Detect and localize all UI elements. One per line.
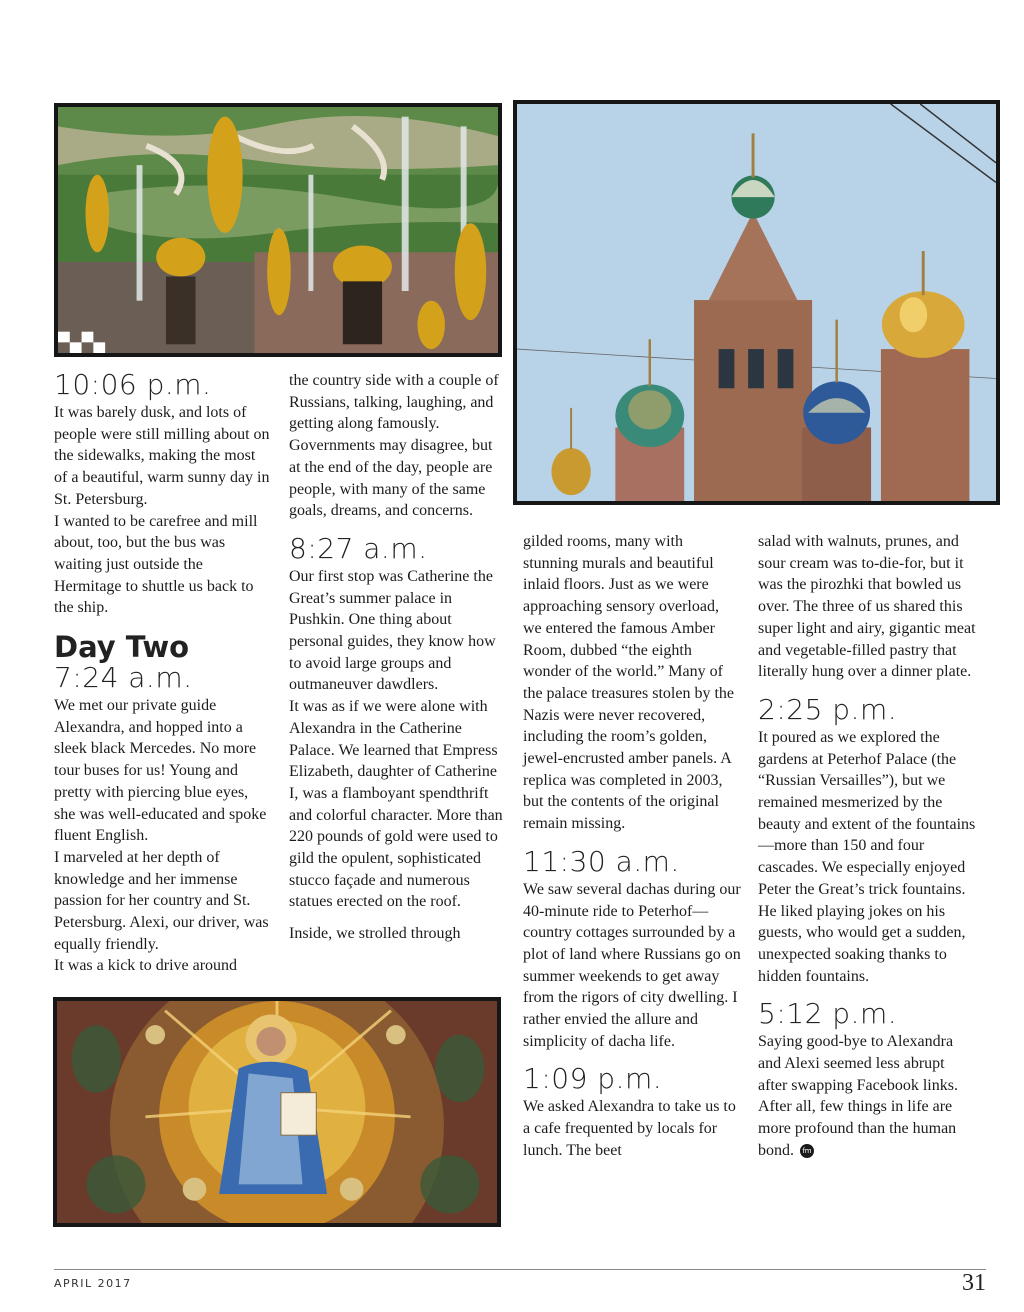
- paragraph: gilded rooms, many with stunning murals and beautiful inlaid floors. Just as we were approaching sensory overload, we entered the famous Amber Room, dubbed “the eighth wonder of the world.” Many of the palace treasures stolen by the Nazis were never recovered, including the room’s golden, jewel-encrusted amber panels. A replica was completed in 2003, but the contents of the original remain missing.: [523, 533, 735, 833]
- column-3: [523, 531, 741, 1162]
- page-number: 31: [962, 1270, 986, 1296]
- paragraph: the country side with a couple of Russians, talking, laughing, and getting along famously. Governments may disagree, but at the end of the day, people are people, with many of the same goals, dreams, and concerns.: [289, 372, 499, 520]
- paragraph: salad with walnuts, prunes, and sour cream was to-die-for, but it was the pirozhki that bowled us over. The three of us shared this super light and airy, gigantic meat and vegetable-filled pastry that literally hung over a dinner plate.: [758, 533, 976, 681]
- time-heading: 10:06 p.m.: [54, 368, 212, 401]
- column-1: [54, 370, 272, 977]
- paragraph: We met our private guide Alexandra, and hopped into a sleek black Mercedes. No more tour buses for us! Young and pretty with piercing blue eyes, she was well-educated and spoke fluent English.: [54, 697, 267, 845]
- time-heading: 1:09 p.m.: [523, 1062, 663, 1096]
- footer-rule: [54, 1269, 986, 1270]
- day-heading: Day Two: [54, 630, 190, 665]
- paragraph: It was a kick to drive around: [54, 957, 238, 975]
- time-heading: 11:30 a.m.: [523, 844, 680, 878]
- paragraph: I wanted to be carefree and mill about, too, but the bus was waiting just outside the Hermitage to shuttle us back to the ship.: [54, 512, 258, 617]
- paragraph: Our first stop was Catherine the Great’s summer palace in Pushkin. One thing about personal guides, they know how to avoid large groups and outmaneuver dawdlers.: [289, 567, 496, 694]
- issue-date: APRIL 2017: [54, 1277, 132, 1290]
- paragraph-text: Saying good-bye to Alexandra and Alexi seemed less abrupt after swapping Facebook links. After all, few things in life are more profound than the human bond.: [758, 1033, 958, 1159]
- time-heading: 2:25 p.m.: [758, 692, 898, 726]
- paragraph: It poured as we explored the gardens at Peterhof Palace (the “Russian Versailles”), but we remained mesmerized by the beauty and extent of the fountains—more than 150 and four cascades. We especially enjoyed Peter the Great’s trick fountains. He liked playing jokes on his guests, who would get a sudden, unexpected soaking thanks to hidden fountains.: [758, 728, 976, 985]
- time-heading: 7:24 a.m.: [54, 661, 193, 695]
- column-4: [758, 531, 976, 1162]
- paragraph: It was barely dusk, and lots of people were still milling about on the sidewalks, making the most of a beautiful, warm sunny day in St. Petersburg.: [54, 404, 270, 508]
- time-heading: 5:12 p.m.: [758, 997, 898, 1031]
- paragraph: I marveled at her depth of knowledge and her immense passion for her country and St. Petersburg. Alexi, our driver, was equally friendly.: [54, 848, 269, 953]
- paragraph: Inside, we strolled through: [289, 925, 461, 943]
- end-mark-icon: fm: [800, 1144, 814, 1158]
- paragraph: We asked Alexandra to take us to a cafe frequented by locals for lunch. The beet: [523, 1098, 736, 1159]
- peterhof-fountains-photo: [54, 103, 502, 357]
- paragraph: It was as if we were alone with Alexandra in the Catherine Palace. We learned that Empress Elizabeth, daughter of Catherine I, was a flamboyant spendthrift and colorful character. More than 220 pounds of gold were used to gild the opulent, sophisticated stucco façade and numerous statues erected on the roof.: [289, 698, 503, 911]
- mosaic-christ-photo: [53, 997, 501, 1227]
- column-2: [289, 370, 505, 945]
- paragraph: [758, 1031, 976, 1161]
- paragraph: We saw several dachas during our 40-minute ride to Peterhof—country cottages surrounded by a plot of land where Russians go on summer weekends to get away from the rigors of city dwelling. I rather envied the allure and simplicity of dacha life.: [523, 880, 741, 1050]
- time-heading: 8:27 a.m.: [289, 531, 428, 565]
- church-domes-photo: [513, 100, 1000, 505]
